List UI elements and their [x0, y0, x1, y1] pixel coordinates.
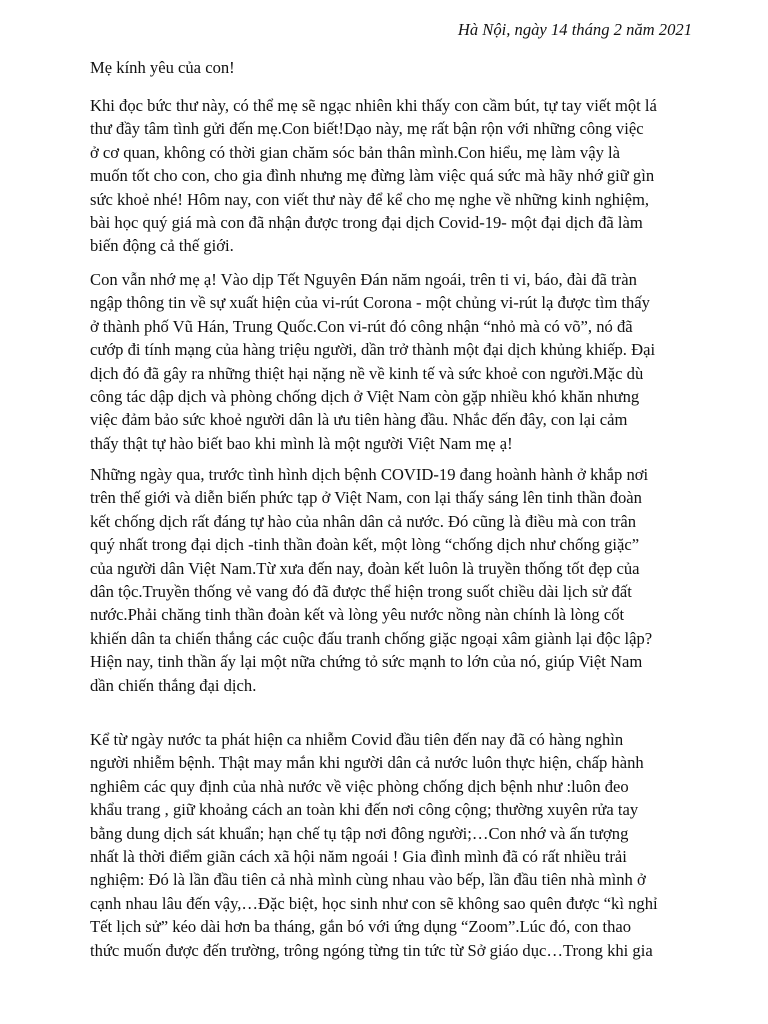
paragraph-3: [90, 463, 710, 697]
text-line: cướp đi tính mạng của hàng triệu người, dần trở thành một đại dịch khủng khiếp. Đại: [90, 340, 656, 360]
text-line: ở cơ quan, không có thời gian chăm sóc bản thân mình.Con hiểu, mẹ làm vậy là: [90, 142, 621, 162]
text-line: quý nhất trong đại dịch -tinh thần đoàn kết, một lòng “chống dịch như chống giặc”: [90, 535, 640, 555]
text-line: của người dân Việt Nam.Từ xưa đến nay, đoàn kết luôn là truyền thống tốt đẹp của: [90, 558, 640, 578]
text-line: ở thành phố Vũ Hán, Trung Quốc.Con vi-rút đó công nhận “nhỏ mà có võ”, nó đã: [90, 316, 633, 336]
letter-date: Hà Nội, ngày 14 tháng 2 năm 2021: [457, 20, 692, 39]
text-line: biến động cả thế giới.: [90, 236, 234, 256]
paragraph-4: [90, 728, 710, 962]
text-line: công tác dập dịch và phòng chống dịch ở Việt Nam còn gặp nhiều khó khăn nhưng: [90, 387, 640, 407]
text-line: Những ngày qua, trước tình hình dịch bệnh COVID-19 đang hoành hành ở khắp nơi: [90, 465, 649, 484]
text-line: sức khoẻ nhé! Hôm nay, con viết thư này để kể cho mẹ nghe về những kinh nghiệm,: [90, 189, 650, 209]
text-line: muốn tốt cho con, cho gia đình nhưng mẹ đừng làm việc quá sức mà hãy nhớ giữ gìn: [90, 166, 655, 186]
text-line: việc đảm bảo sức khoẻ người dân là ưu tiên hàng đầu. Nhắc đến đây, con lại cảm: [90, 410, 628, 430]
text-line: dần chiến thắng đại dịch.: [90, 675, 257, 695]
paragraph-1: [90, 94, 710, 258]
text-line: khẩu trang , giữ khoảng cách an toàn khi đến nơi công cộng; thường xuyên rửa tay: [90, 800, 639, 820]
text-line: ngập thông tin về sự xuất hiện của vi-rút Corona - một chủng vi-rút lạ được tìm thấy: [90, 293, 650, 313]
text-line: Khi đọc bức thư này, có thể mẹ sẽ ngạc nhiên khi thấy con cầm bút, tự tay viết một lá: [90, 96, 657, 115]
text-line: dân tộc.Truyền thống vẻ vang đó đã được thể hiện trong suốt chiều dài lịch sử đất: [90, 582, 632, 602]
text-line: kết chống dịch rất đáng tự hào của nhân dân cả nước. Đó cũng là điều mà con trân: [90, 511, 637, 531]
text-line: người nhiễm bệnh. Thật may mắn khi người dân cả nước luôn thực hiện, chấp hành: [90, 753, 644, 773]
text-line: Tết lịch sử” kéo dài hơn ba tháng, gắn bó với ứng dụng “Zoom”.Lúc đó, con thao: [90, 917, 632, 937]
text-line: nghiệm: Đó là lần đầu tiên cả nhà mình cùng nhau vào bếp, lần đầu tiên nhà mình ở: [90, 870, 646, 890]
letter-salutation: Mẹ kính yêu của con!: [90, 58, 235, 77]
text-line: dịch đó đã gây ra những thiệt hại nặng nề về kinh tế và sức khoẻ con người.Mặc dù: [90, 363, 644, 383]
text-line: Kể từ ngày nước ta phát hiện ca nhiễm Covid đầu tiên đến nay đã có hàng nghìn: [90, 730, 624, 749]
text-line: nước.Phải chăng tinh thần đoàn kết và lòng yêu nước nồng nàn chính là lòng cốt: [90, 605, 625, 625]
text-line: thấy thật tự hào biết bao khi mình là một người Việt Nam mẹ ạ!: [90, 433, 513, 453]
text-line: trên thế giới và diễn biến phức tạp ở Việt Nam, con lại thấy sáng lên tinh thần đoàn: [90, 488, 642, 508]
text-line: bài học quý giá mà con đã nhận được trong đại dịch Covid-19- một đại dịch đã làm: [90, 213, 643, 233]
text-line: thư đầy tâm tình gửi đến mẹ.Con biết!Dạo này, mẹ rất bận rộn với những công việc: [90, 119, 644, 139]
text-line: khiến dân ta chiến thắng các cuộc đấu tranh chống giặc ngoại xâm giành lại độc lập?: [90, 628, 653, 648]
text-line: thức muốn được đến trường, trông ngóng từng tin tức từ Sở giáo dục…Trong khi gia: [90, 940, 653, 960]
text-line: nhất là thời điểm giãn cách xã hội năm ngoái ! Gia đình mình đã có rất nhiều trải: [90, 847, 627, 867]
text-line: cạnh nhau lâu đến vậy,…Đặc biệt, học sinh như con sẽ không sao quên được “kì nghỉ: [90, 893, 658, 913]
text-line: Con vẫn nhớ mẹ ạ! Vào dịp Tết Nguyên Đán năm ngoái, trên ti vi, báo, đài đã tràn: [90, 270, 637, 289]
text-line: Hiện nay, tinh thần ấy lại một nữa chứng tỏ sức mạnh to lớn của nó, giúp Việt Nam: [90, 652, 643, 672]
text-line: nghiêm các quy định của nhà nước về việc phòng chống dịch bệnh như :luôn đeo: [90, 776, 629, 796]
text-line: bằng dung dịch sát khuẩn; hạn chế tụ tập nơi đông người;…Con nhớ và ấn tượng: [90, 823, 629, 843]
paragraph-2: [90, 268, 710, 455]
